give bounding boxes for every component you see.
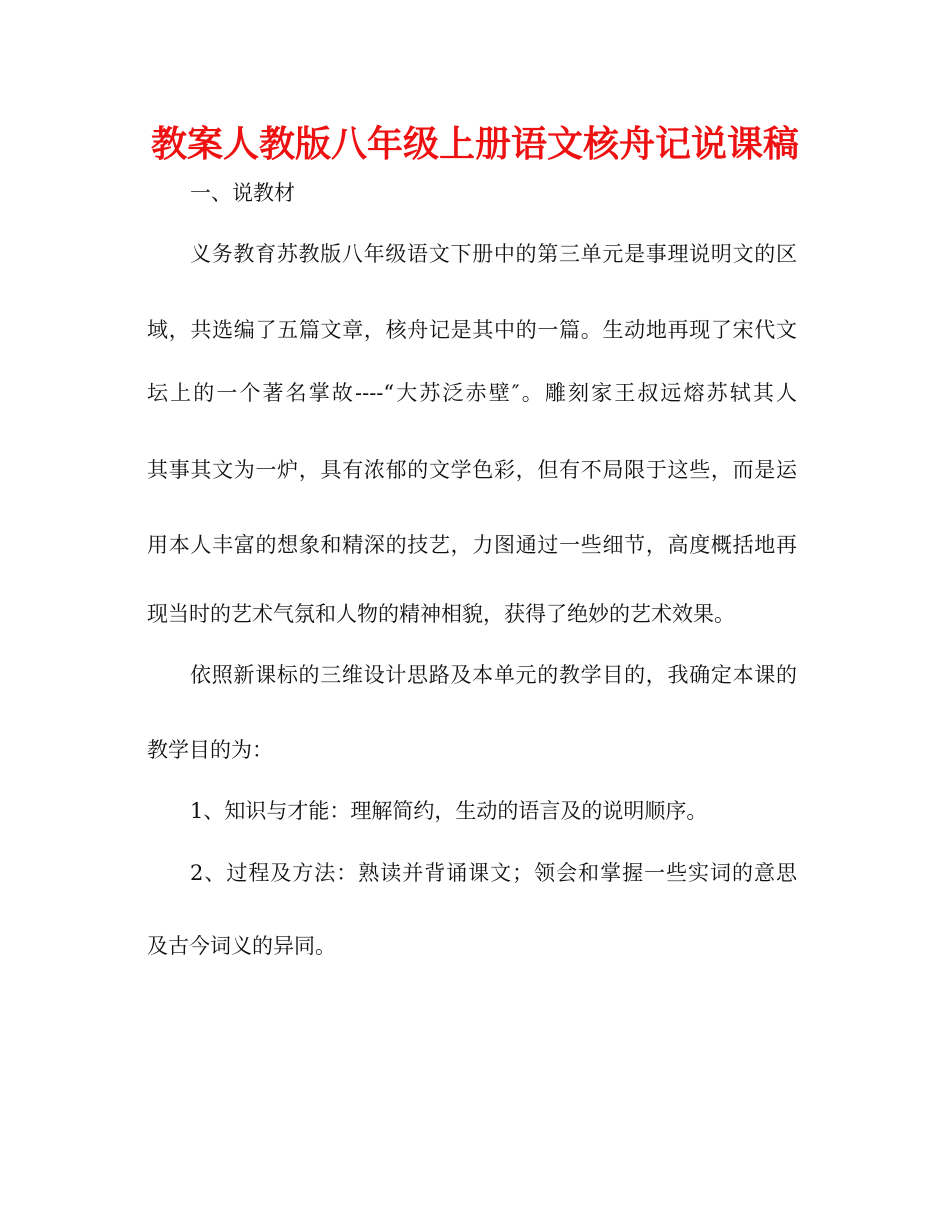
paragraph-line: 现当时的艺术气氛和人物的精神相貌，获得了绝妙的艺术效果。 xyxy=(147,602,735,626)
section-heading: 一、说教材 xyxy=(190,181,295,205)
paragraph-line: 教学目的为： xyxy=(147,738,273,762)
paragraph-line: 义务教育苏教版八年级语文下册中的第三单元是事理说明文的区 xyxy=(190,242,797,266)
paragraph-line: 用本人丰富的想象和精深的技艺，力图通过一些细节，高度概括地再 xyxy=(147,533,797,557)
list-item: 2、过程及方法：熟读并背诵课文；领会和掌握一些实词的意思 xyxy=(190,861,797,885)
paragraph-line: 域，共选编了五篇文章，核舟记是其中的一篇。生动地再现了宋代文 xyxy=(147,318,797,342)
document-title: 教案人教版八年级上册语文核舟记说课稿 xyxy=(150,124,799,165)
paragraph-line: 及古今词义的异同。 xyxy=(147,934,336,958)
paragraph-line: 其事其文为一炉，具有浓郁的文学色彩，但有不局限于这些，而是运 xyxy=(147,458,797,482)
list-item: 1、知识与才能：理解简约，生动的语言及的说明顺序。 xyxy=(190,799,708,823)
paragraph-line: 依照新课标的三维设计思路及本单元的教学目的，我确定本课的 xyxy=(190,663,797,687)
paragraph-line: 坛上的一个著名掌故----“大苏泛赤壁″。雕刻家王叔远熔苏轼其人 xyxy=(147,381,797,405)
